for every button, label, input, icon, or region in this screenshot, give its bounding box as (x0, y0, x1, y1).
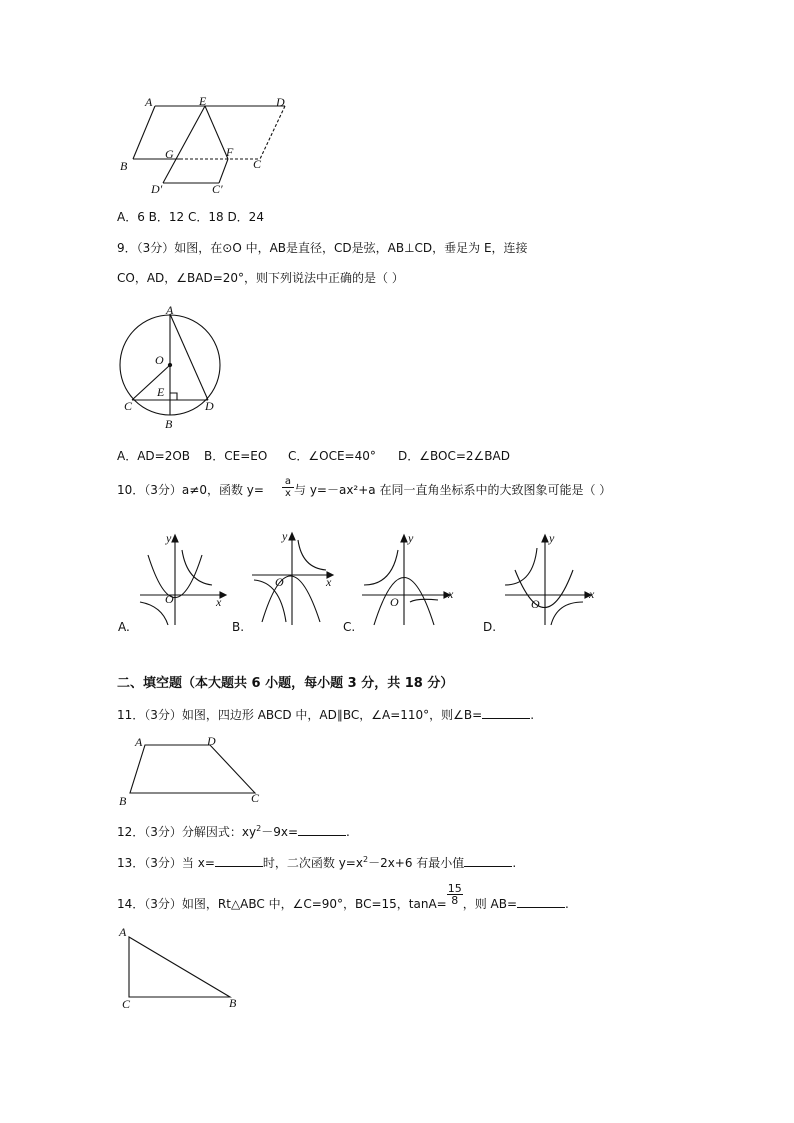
q10-fraction (282, 476, 294, 499)
q10b-origin: O (275, 575, 284, 589)
q10-frac-num: a (282, 476, 294, 488)
q10d-y-label: y (549, 531, 555, 545)
q12-stem-b: －9x= (261, 825, 298, 839)
q10d-x-label: x (589, 587, 595, 601)
q11-stem: 11．（3分）如图，四边形 ABCD 中，AD∥BC，∠A=110°，则∠B= (117, 708, 483, 722)
q10-option-a: A. (118, 620, 130, 634)
q9-option-a: A．AD=2OB (117, 449, 191, 463)
q14-triangle (129, 937, 230, 997)
q10-option-c: C. (343, 620, 356, 634)
q10d-parabola (515, 570, 573, 608)
q9-label-D: D (205, 399, 214, 413)
q11-label-C: C (251, 791, 260, 805)
q11-label-D: D (207, 734, 216, 748)
q14-label-A: A (119, 925, 127, 939)
q14-end: . (565, 897, 569, 911)
q10a-hyperbola-3 (140, 602, 168, 625)
section2-title: 二、填空题（本大题共 6 小题，每小题 3 分，共 18 分） (117, 676, 454, 691)
fig1-line-EG (163, 106, 205, 183)
q14-stem-b: ，则 AB= (462, 897, 518, 911)
q10d-y-arrow (542, 535, 548, 542)
q10-option-b: B. (232, 620, 245, 634)
q10d-hyperbola-4 (551, 602, 583, 625)
fig1-label-F: F (226, 145, 234, 159)
q11-answer-blank[interactable] (482, 708, 530, 719)
q13-sup: 2 (362, 855, 369, 864)
fig1-label-G: G (165, 147, 174, 161)
q10-option-d: D. (483, 620, 497, 634)
q9-label-A: A (166, 303, 174, 317)
q14-fraction (447, 883, 463, 906)
q10a-y-label: y (166, 531, 172, 545)
q14-answer-blank[interactable] (517, 897, 565, 908)
q10c-hyperbola-3 (364, 550, 398, 585)
q11-label-B: B (119, 794, 127, 808)
fig1-label-C: C (253, 157, 262, 171)
q10c-x-label: x (448, 587, 454, 601)
q13-answer-blank-x[interactable] (215, 856, 263, 867)
fig1-label-B: B (120, 159, 128, 173)
q14-stem: 14．（3分）如图，Rt△ABC 中，∠C=90°，BC=15，tanA= (117, 897, 447, 911)
q10c-hyperbola-1 (410, 599, 438, 602)
fig1-line-EF (205, 106, 228, 159)
q10d-origin: O (531, 597, 540, 611)
q13-end: . (512, 856, 517, 870)
q10-graph-b (252, 530, 342, 630)
q9-label-B: B (165, 417, 173, 431)
q10c-y-label: y (408, 531, 414, 545)
q10a-hyperbola-1 (182, 550, 212, 585)
q13-text (117, 852, 516, 871)
q9-label-E: E (157, 385, 165, 399)
q9-label-O: O (155, 353, 164, 367)
q10b-y-arrow (289, 533, 295, 540)
q10b-hyperbola-1 (298, 540, 326, 570)
q9-label-C: C (124, 399, 133, 413)
q10c-origin: O (390, 595, 399, 609)
q10-stem-middle: 与 y=－ax²+a 在同一直角坐标系中的大致图象可能是（ ） (294, 483, 612, 497)
q14-text (117, 882, 569, 912)
q12-text (117, 821, 350, 840)
q11-text (117, 707, 534, 723)
q14-frac-den: 8 (451, 894, 459, 907)
q9-stem-line2: CO，AD，∠BAD=20°，则下列说法中正确的是（ ） (117, 271, 404, 285)
q11-end: . (530, 708, 535, 722)
q14-figure (115, 922, 255, 1012)
q10d-hyperbola-2 (505, 548, 537, 585)
q10-frac-den: x (285, 488, 291, 499)
q12-sup: 2 (256, 824, 262, 833)
q9-center-dot (168, 363, 171, 366)
fig1-label-A: A (145, 95, 153, 109)
fig1-line-DC-dashed (260, 106, 285, 159)
q12-end: . (346, 825, 350, 839)
q10b-x-label: x (326, 575, 332, 589)
q13-stem-a: 13．（3分）当 x= (117, 856, 215, 870)
q11-figure (115, 732, 275, 812)
q13-answer-blank-min[interactable] (464, 856, 512, 867)
fig1-line-AB (133, 106, 155, 159)
q8-options: A．6 B．12 C．18 D．24 (117, 210, 264, 224)
q10-graph-d (505, 530, 605, 630)
q10-graph-c (362, 530, 462, 630)
fig1-label-D: D (276, 95, 285, 109)
q8-figure (115, 92, 315, 202)
q10c-y-arrow (401, 535, 407, 542)
q11-label-A: A (135, 735, 143, 749)
q9-stem-line1: 9．（3分）如图，在⊙O 中，AB是直径，CD是弦，AB⊥CD，垂足为 E，连接 (117, 241, 528, 255)
q9-option-c: C．∠OCE=40° (288, 449, 376, 463)
q10-graph-a (140, 530, 230, 630)
fig1-label-Cprime: C′ (212, 182, 223, 196)
q9-figure (115, 300, 235, 435)
q10b-y-label: y (282, 529, 288, 543)
fig1-line-FC (219, 159, 228, 183)
q13-stem-b: 时，二次函数 y=x (262, 856, 363, 870)
fig1-label-E: E (199, 94, 207, 108)
q10b-parabola (262, 576, 320, 622)
q11-trapezoid (130, 745, 255, 793)
q12-answer-blank[interactable] (298, 825, 346, 836)
q9-right-angle (170, 393, 177, 400)
q10a-origin: O (165, 592, 174, 606)
q10a-x-label: x (216, 595, 222, 609)
q10a-y-arrow (172, 535, 178, 542)
q10-stem-prefix: 10．（3分）a≠0，函数 y= (117, 483, 264, 497)
q9-option-d: D．∠BOC=2∠BAD (398, 449, 510, 463)
q12-stem-a: 12．（3分）分解因式：xy (117, 825, 257, 839)
q9-option-b: B．CE=EO (204, 449, 268, 463)
q14-frac-num: 15 (447, 882, 462, 895)
q13-stem-c: －2x+6 有最小值 (368, 856, 465, 870)
fig1-label-Dprime: D′ (151, 182, 163, 196)
q14-label-C: C (122, 997, 131, 1011)
q14-label-B: B (229, 996, 237, 1010)
